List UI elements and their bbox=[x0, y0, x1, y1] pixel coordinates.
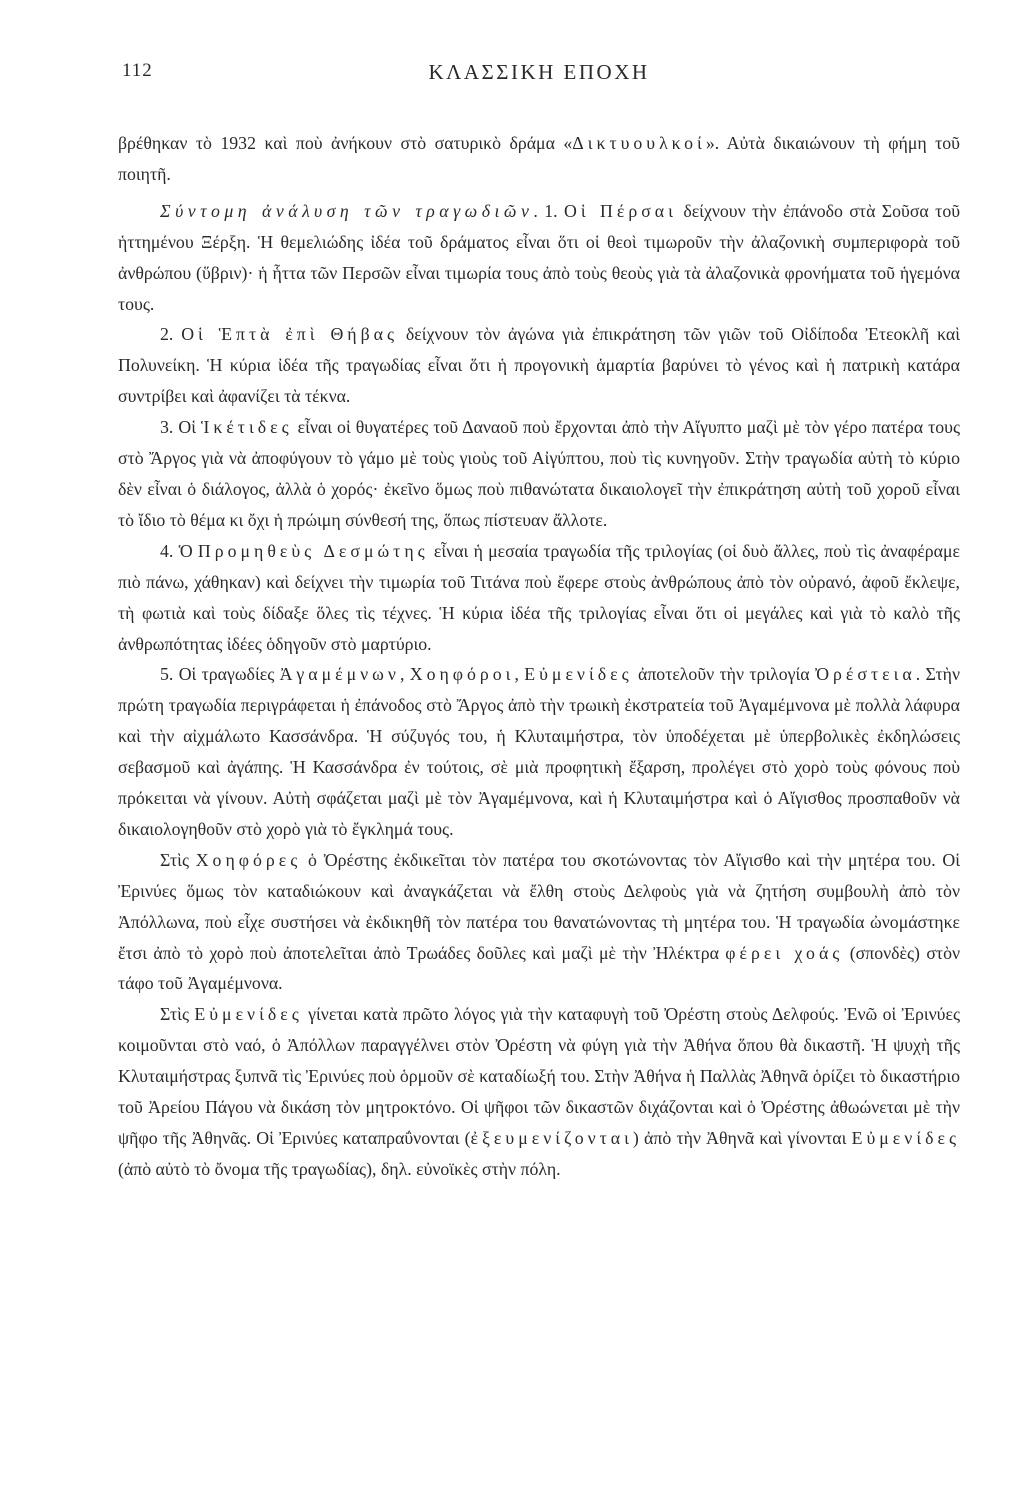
text-run: εἶναι ἡ μεσαία τραγωδία τῆς τριλογίας (οἱ δυὸ ἄλλες, ποὺ τὶς ἀναφέραμε πιὸ πάνω, χάθηκαν) καὶ δείχνει τὴν τιμωρία τοῦ Τιτάνα ποὺ ἔφερε στοὺς ἀνθρώπους ἀπὸ τὸν οὐρανό, ἀφοῦ ἔκλεψε, τὴ φωτιὰ καὶ τοὺς δίδαξε ὅλες τὶς τέχνες. Ἡ κύρια ἰδέα τῆς τριλογίας εἶναι ὅτι οἱ μεγάλες καὶ γιὰ τὸ καλὸ τῆς ἀνθρωπότητας ἰδέες ὁδηγοῦν στὸ μαρτύριο. bbox=[118, 540, 960, 654]
text-run: γίνεται κατὰ πρῶτο λόγος γιὰ τὴν καταφυγὴ τοῦ Ὀρέστη στοὺς Δελφούς. Ἐνῶ οἱ Ἐρινύες κοιμοῦνται στὸ ναό, ὁ Ἀπόλλων παραγγέλνει στὸν Ὀρέστη νὰ φύγη γιὰ τὴν Ἀθήνα ὅπου θὰ δικαστῆ. Ἡ ψυχὴ τῆς Κλυταιμήστρας ξυπνᾶ τὶς Ἐρινύες ποὺ ὁρμοῦν σὲ καταδίωξή του. Στὴν Ἀθήνα ἡ Παλλὰς Ἀθηνᾶ ὁρίζει τὸ δικαστήριο τοῦ Ἀρείου Πάγου νὰ δικάση τὸν μητροκτόνο. Οἱ ψῆφοι τῶν δικαστῶν διχάζονται καὶ ὁ Ὀρέστης ἀθωώνεται μὲ τὴν ψῆφο τῆς Ἀθηνᾶς. Οἱ Ἐρινύες καταπραΰνονται ( bbox=[118, 1004, 960, 1148]
spaced-title: Εὐμενίδες bbox=[194, 1004, 303, 1025]
text-run: . 1. bbox=[533, 200, 564, 221]
text-run: , bbox=[399, 664, 410, 685]
text-run: βρέθηκαν τὸ 1932 καὶ ποὺ ἀνήκουν στὸ σατυρικὸ δράμα « bbox=[118, 133, 573, 153]
spaced-title: Εὐμενίδες bbox=[524, 664, 633, 685]
page-number: 112 bbox=[122, 60, 153, 81]
paragraph-intro bbox=[118, 128, 960, 190]
section-heading: Σύντομη ἀνάλυση τῶν τραγωδιῶν bbox=[160, 200, 534, 221]
text-run: ». Αὐτὰ δικαιώνουν τὴ φήμη τοῦ ποιητῆ. bbox=[118, 133, 960, 184]
text-body bbox=[118, 128, 960, 1185]
spaced-title: φέρει χοάς bbox=[725, 942, 844, 963]
text-run: 2. bbox=[160, 324, 182, 345]
text-run: ἀποτελοῦν τὴν τριλογία bbox=[632, 664, 815, 685]
running-title: ΚΛΑΣΣΙΚΗ ΕΠΟΧΗ bbox=[428, 60, 650, 84]
text-run: , bbox=[514, 664, 525, 685]
text-run: Στὶς bbox=[160, 849, 196, 870]
paragraph-summary-1 bbox=[118, 196, 960, 320]
paragraph-eumenides bbox=[118, 999, 960, 1184]
text-run: (σπονδὲς) στὸν τάφο τοῦ Ἀγαμέμνονα. bbox=[118, 942, 960, 994]
text-run: εἶναι οἱ θυγατέρες τοῦ Δαναοῦ ποὺ ἔρχονται ἀπὸ τὴν Αἴγυπτο μαζὶ μὲ τὸν γέρο πατέρα τους στὸ Ἄργος γιὰ νὰ ἀποφύγουν τὸ γάμο μὲ τοὺς γιοὺς τοῦ Αἰγύπτου, ποὺ τὶς κυνηγοῦν. Στὴν τραγωδία αὐτὴ τὸ κύριο δὲν εἶναι ὁ διάλογος, ἀλλὰ ὁ χορός· ἐκεῖνο ὅμως ποὺ πιθανώτατα δικαιολογεῖ τὴν ἐπικράτηση αὐτὴ τοῦ χοροῦ εἶναι τὸ ἴδιο τὸ θέμα κι ὄχι ἡ πρώιμη σύνθεσή της, ὅπως πίστευαν ἄλλοτε. bbox=[118, 417, 960, 530]
text-run: ) ἀπὸ τὴν Ἀθηνᾶ καὶ γίνονται bbox=[632, 1128, 852, 1148]
spaced-title: Εὐμενίδες bbox=[851, 1128, 960, 1148]
paragraph-summary-2 bbox=[118, 319, 960, 412]
spaced-title: Οἱ Πέρσαι bbox=[563, 200, 677, 221]
spaced-title: Δικτυουλκοί bbox=[572, 133, 706, 153]
text-run: δείχνουν τὴν ἐπάνοδο στὰ Σοῦσα τοῦ ἡττημένου Ξέρξη. Ἡ θεμελιώδης ἰδέα τοῦ δράματος εἶναι ὅτι οἱ θεοὶ τιμωροῦν τὴν ἀλαζονικὴ συμπεριφορὰ τοῦ ἀνθρώπου (ὕβριν)· ἡ ἧττα τῶν Περσῶν εἶναι τιμωρία τους ἀπὸ τοὺς θεοὺς γιὰ τὰ ἀλαζονικὰ φρονήματα τοῦ ἡγεμόνα τους. bbox=[118, 200, 961, 314]
paragraph-summary-4 bbox=[118, 536, 960, 660]
spaced-title: Χοηφόροι bbox=[409, 664, 515, 685]
spaced-title: Ὀρέστεια bbox=[814, 664, 916, 685]
text-run: . Στὴν πρώτη τραγωδία περιγράφεται ἡ ἐπάνοδος στὸ Ἄργος ἀπὸ τὴν τρωικὴ ἐκστρατεία τοῦ Ἀγαμέμνονα μὲ πολλὰ λάφυρα καὶ τὴν αἰχμάλωτο Κασσάνδρα. Ἡ σύζυγός του, ἡ Κλυταιμήστρα, τὸν ὑποδέχεται μὲ ὑπερβολικὲς ἐκδηλώσεις σεβασμοῦ καὶ ἀγάπης. Ἡ Κασσάνδρα ἐν τούτοις, σὲ μιὰ προφητικὴ ἔξαρση, προλέγει στὸ χορὸ τοὺς φόνους ποὺ πρόκειται νὰ γίνουν. Αὐτὴ σφάζεται μαζὶ μὲ τὸν Ἀγαμέμνονα, καὶ ἡ Κλυταιμήστρα καὶ ὁ Αἴγισθος προσπαθοῦν νὰ δικαιολογηθοῦν στὸ χορὸ γιὰ τὸ ἔγκλημά τους. bbox=[118, 664, 960, 839]
page-header bbox=[118, 58, 960, 88]
paragraph-summary-5 bbox=[118, 659, 960, 844]
text-run: (ἀπὸ αὐτὸ τὸ ὄνομα τῆς τραγωδίας), δηλ. εὐνοϊκὲς στὴν πόλη. bbox=[118, 1158, 561, 1179]
spaced-title: Οἱ Ἑπτὰ ἐπὶ Θήβας bbox=[181, 324, 398, 345]
spaced-title: Ἱκέτιδες bbox=[201, 417, 293, 438]
paragraph-summary-3 bbox=[118, 412, 960, 536]
text-run: 4. Ὁ bbox=[160, 540, 198, 561]
spaced-title: Προμηθεὺς Δεσμώτης bbox=[197, 540, 429, 561]
text-run: 5. Οἱ τραγωδίες bbox=[160, 664, 280, 685]
text-run: δείχνουν τὸν ἀγώνα γιὰ ἐπικράτηση τῶν γιῶν τοῦ Οἰδίποδα Ἐτεοκλῆ καὶ Πολυνείκη. Ἡ κύρια ἰδέα τῆς τραγωδίας εἶναι ὅτι ἡ προγονικὴ ἁμαρτία βαρύνει τὸ γένος καὶ ἡ πατρικὴ κατάρα συντρίβει καὶ ἀφανίζει τὰ τέκνα. bbox=[118, 324, 960, 407]
spaced-title: Ἀγαμέμνων bbox=[279, 664, 400, 685]
text-run: Στὶς bbox=[160, 1004, 195, 1025]
paragraph-choephori bbox=[118, 845, 960, 1000]
spaced-title: Χοηφόρες bbox=[195, 849, 302, 870]
spaced-title: ἐξευμενίζονται bbox=[470, 1128, 633, 1148]
text-run: ὁ Ὀρέστης ἐκδικεῖται τὸν πατέρα του σκοτώνοντας τὸν Αἴγισθο καὶ τὴν μητέρα του. Οἱ Ἐρινύες ὅμως τὸν καταδιώκουν καὶ ἀναγκάζεται νὰ ἔλθη στοὺς Δελφοὺς γιὰ νὰ ζητήση συμβουλὴ ἀπὸ τὸν Ἀπόλλωνα, ποὺ εἶχε συστήσει νὰ ἐκδικηθῆ τὸν πατέρα του θανατώνοντας τὴ μητέρα του. Ἡ τραγωδία ὠνομάστηκε ἔτσι ἀπὸ τὸ χορὸ ποὺ ἀποτελεῖται ἀπὸ Τρωάδες δοῦλες καὶ μαζὶ μὲ τὴν Ἠλέκτρα bbox=[118, 849, 960, 963]
text-run: 3. Οἱ bbox=[160, 417, 202, 438]
